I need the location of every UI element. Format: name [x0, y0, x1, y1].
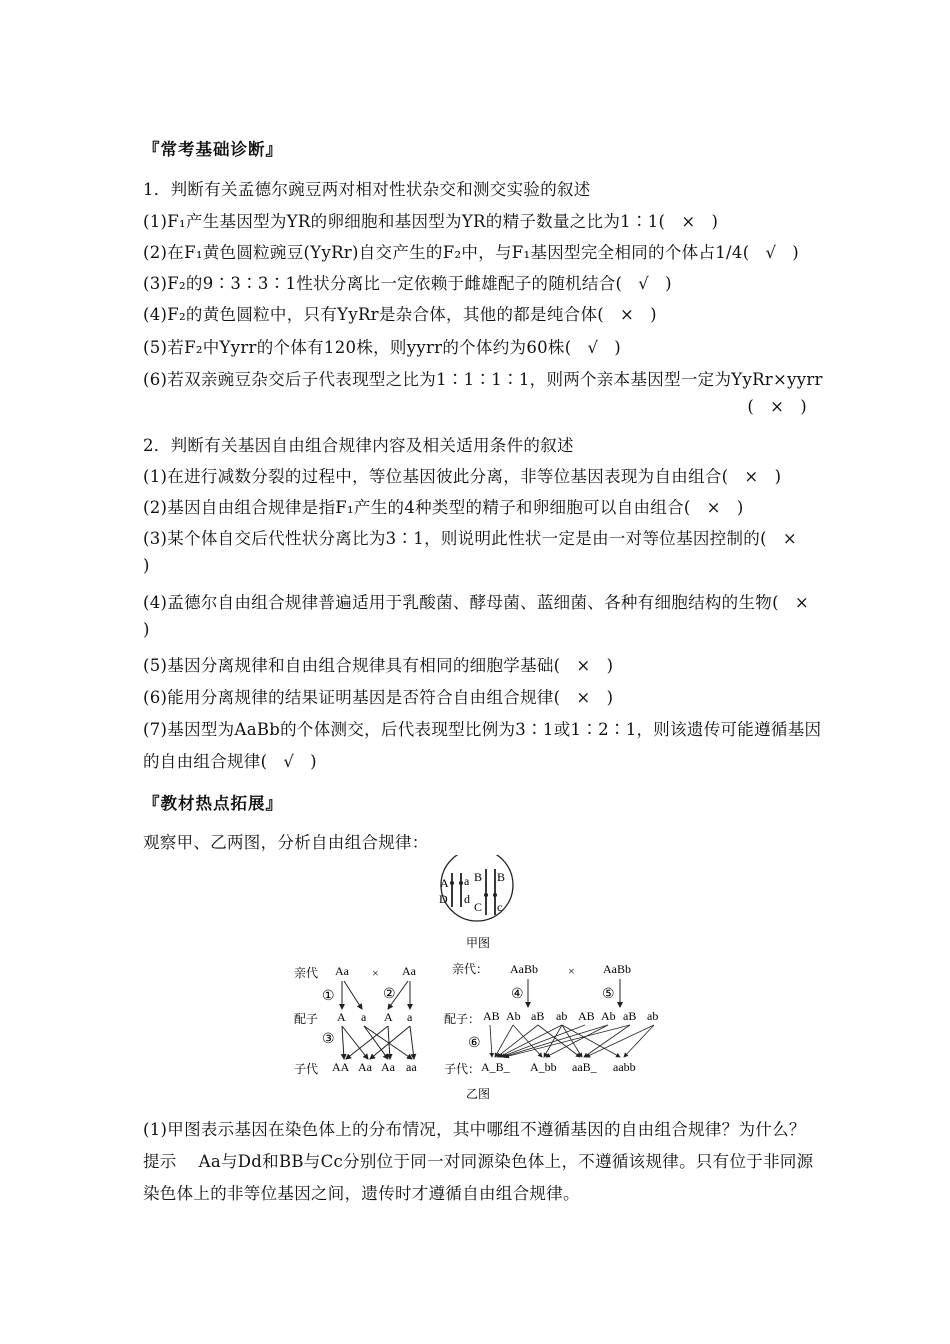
- answer-mark: ×: [576, 656, 591, 675]
- q1-item-6-answer: ( × ): [747, 397, 807, 416]
- genetics-diagram-svg: [280, 855, 670, 1105]
- step-4: ④: [511, 987, 524, 1002]
- q1-item-4: (4)F₂的黄色圆粒中，只有YyRr是杂合体，其他的都是纯合体( × ): [143, 305, 657, 324]
- cross-sign-right: ×: [568, 964, 575, 978]
- offspring-Aa-1: Aa: [358, 1060, 372, 1074]
- gene-D: D: [439, 892, 448, 906]
- q1-item-1: (1)F₁产生基因型为YR的卵细胞和基因型为YR的精子数量之比为1∶1( × ): [143, 212, 719, 231]
- q2-item-3-close: ): [143, 556, 150, 575]
- parent-1: Aa: [335, 964, 349, 978]
- q2-item-7-cont: 的自由组合规律( √ ): [143, 752, 317, 771]
- genetics-figure: [280, 855, 670, 1105]
- yi-right-cross: [444, 961, 658, 1076]
- q2-item-2: (2)基因自由组合规律是指F₁产生的4种类型的精子和卵细胞可以自由组合( × ): [143, 498, 744, 517]
- answer-mark: ×: [794, 593, 809, 612]
- q2-item-1: (1)在进行减数分裂的过程中，等位基因彼此分离，非等位基因表现为自由组合( × ): [143, 467, 782, 486]
- offspring-AA: AA: [332, 1060, 350, 1074]
- question-1-stem: 1．判断有关孟德尔豌豆两对相对性状杂交和测交实验的叙述: [143, 180, 591, 199]
- step-3: ③: [322, 1032, 335, 1047]
- answer-mark: ×: [782, 529, 797, 548]
- step-5: ⑤: [602, 987, 615, 1002]
- q2-item-4: (4)孟德尔自由组合规律普遍适用于乳酸菌、酵母菌、蓝细菌、各种有细胞结构的生物( ×: [143, 593, 809, 612]
- answer-mark: √: [283, 752, 295, 771]
- offspring-aaB_: aaB_: [572, 1060, 597, 1074]
- q1-item-2: (2)在F₁黄色圆粒豌豆(YyRr)自交产生的F₂中，与F₁基因型完全相同的个体占1/4( √ ): [143, 243, 800, 262]
- gene-C: C: [474, 900, 483, 914]
- answer-mark: ×: [744, 467, 759, 486]
- answer-mark: ×: [620, 305, 635, 324]
- figure-question: (1)甲图表示基因在染色体上的分布情况，其中哪组不遵循基因的自由组合规律？为什么？: [143, 1120, 806, 1139]
- q2-item-4-close: ): [143, 620, 150, 639]
- answer-mark: ×: [706, 498, 721, 517]
- step-2: ②: [383, 987, 396, 1002]
- q2-item-5: (5)基因分离规律和自由组合规律具有相同的细胞学基础( × ): [143, 656, 614, 675]
- gamete-AB-1: AB: [483, 1009, 500, 1023]
- step-1: ①: [322, 989, 335, 1004]
- gamete-label-right: 配子：: [444, 1012, 481, 1026]
- gamete-AB-2: AB: [578, 1009, 595, 1023]
- answer-mark: √: [587, 338, 599, 357]
- yi-left-cross: [294, 964, 417, 1076]
- parent-2: Aa: [402, 964, 416, 978]
- question-2-stem: 2．判断有关基因自由组合规律内容及相关适用条件的叙述: [143, 436, 574, 455]
- gene-A: A: [440, 876, 449, 890]
- gamete-label: 配子: [294, 1012, 319, 1026]
- answer-mark: ×: [681, 212, 696, 231]
- gene-d: d: [464, 892, 470, 906]
- q2-item-7: (7)基因型为AaBb的个体测交，后代表现型比例为3∶1或1∶2∶1，则该遗传可能遵循基因: [143, 720, 822, 739]
- hint-line-2: 染色体上的非等位基因之间，遗传时才遵循自由组合规律。: [143, 1184, 580, 1203]
- parent-label-right: 亲代：: [452, 962, 489, 976]
- parent-AaBb-1: AaBb: [510, 962, 538, 976]
- gene-c: c: [497, 900, 503, 914]
- hint-line-1: 提示 Aa与Dd和BB与Cc分别位于同一对同源染色体上，不遵循该规律。只有位于非同源: [143, 1152, 814, 1171]
- gamete-A-1: A: [337, 1010, 346, 1024]
- answer-mark: √: [638, 274, 650, 293]
- offspring-aabb: aabb: [613, 1060, 636, 1074]
- gamete-aB-2: aB: [623, 1009, 637, 1023]
- q1-item-6: (6)若双亲豌豆杂交后子代表现型之比为1∶1∶1∶1，则两个亲本基因型一定为YyRr×yyrr: [143, 370, 823, 389]
- offspring-aa: aa: [406, 1060, 417, 1074]
- gamete-aB-1: aB: [531, 1009, 545, 1023]
- gamete-Ab-1: Ab: [506, 1009, 521, 1023]
- gamete-ab-2: ab: [647, 1009, 659, 1023]
- q2-item-3: (3)某个体自交后代性状分离比为3∶1，则说明此性状一定是由一对等位基因控制的( ×: [143, 529, 797, 548]
- yi-caption: 乙图: [466, 1087, 491, 1101]
- q2-item-6: (6)能用分离规律的结果证明基因是否符合自由组合规律( × ): [143, 688, 614, 707]
- figure-intro: 观察甲、乙两图，分析自由组合规律：: [143, 833, 429, 852]
- offspring-A_bb: A_bb: [530, 1060, 557, 1074]
- q1-item-5: (5)若F₂中Yyrr的个体有120株，则yyrr的个体约为60株( √ ): [143, 338, 622, 357]
- answer-mark: ×: [770, 397, 785, 416]
- gene-a: a: [464, 874, 470, 888]
- parent-label: 亲代: [294, 966, 319, 980]
- section-title-basic-diagnosis: 『常考基础诊断』: [143, 140, 283, 159]
- section-title-textbook-extension: 『教材热点拓展』: [143, 794, 283, 813]
- offspring-label-right: 子代：: [444, 1062, 481, 1076]
- gamete-A-2: A: [384, 1010, 393, 1024]
- cross-sign: ×: [372, 966, 379, 980]
- jia-cell: [439, 855, 513, 921]
- offspring-label: 子代: [294, 1062, 319, 1076]
- gene-B-2: B: [497, 870, 506, 884]
- offspring-A_B_: A_B_: [481, 1060, 510, 1074]
- gamete-a-1: a: [361, 1010, 367, 1024]
- gamete-a-2: a: [407, 1010, 413, 1024]
- jia-caption: 甲图: [466, 936, 491, 950]
- parent-AaBb-2: AaBb: [603, 962, 631, 976]
- gamete-Ab-2: Ab: [601, 1009, 616, 1023]
- q1-item-3: (3)F₂的9∶3∶3∶1性状分离比一定依赖于雌雄配子的随机结合( √ ): [143, 274, 672, 293]
- step-6: ⑥: [468, 1036, 481, 1051]
- gamete-combination-arrows: [490, 1025, 654, 1057]
- answer-mark: ×: [576, 688, 591, 707]
- gene-B-1: B: [474, 870, 483, 884]
- hint-label: 提示: [143, 1152, 177, 1171]
- gamete-ab-1: ab: [556, 1009, 568, 1023]
- offspring-Aa-2: Aa: [381, 1060, 395, 1074]
- answer-mark: √: [765, 243, 777, 262]
